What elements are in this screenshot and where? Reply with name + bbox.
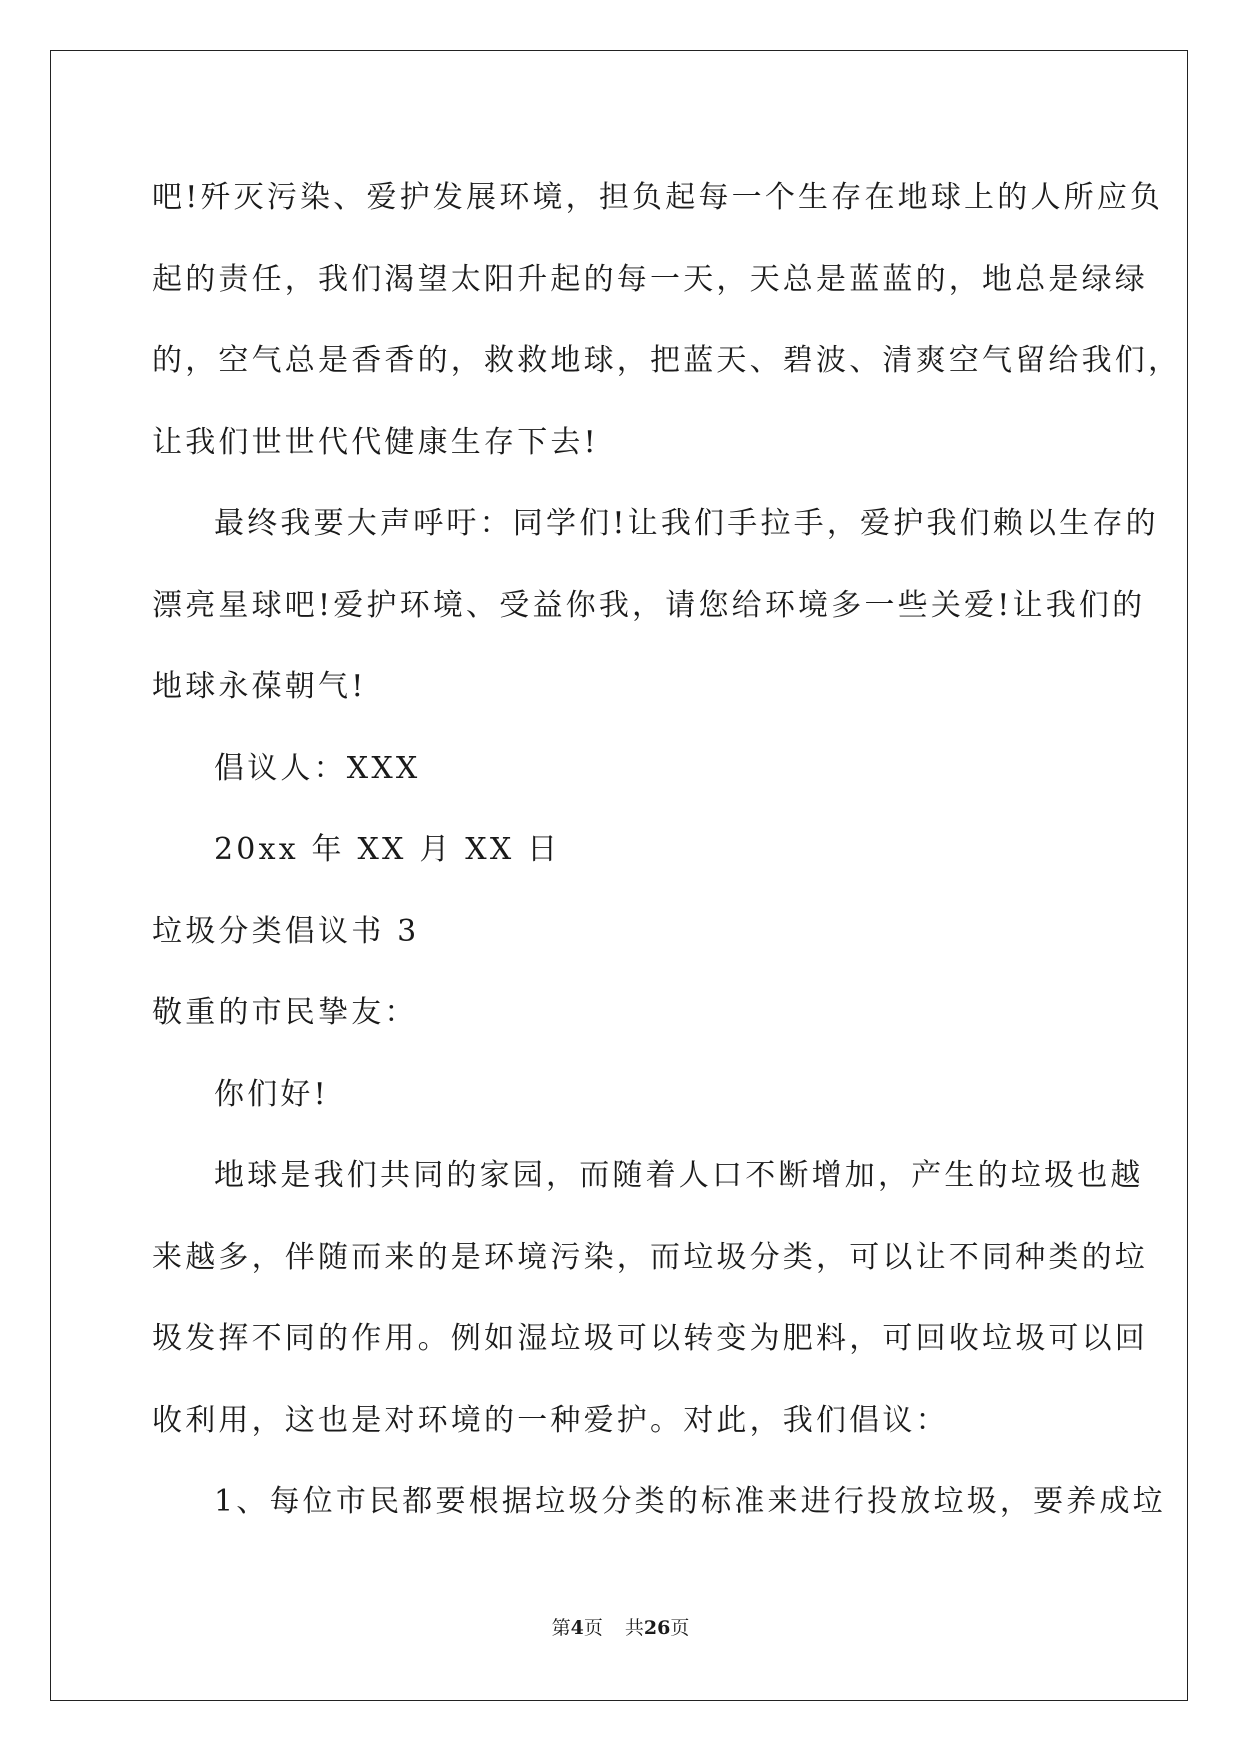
text-line-6: 漂亮星球吧!爱护环境、受益你我，请您给环境多一些关爱!让我们的 [152, 587, 1146, 623]
text-line-14: 来越多，伴随而来的是环境污染，而垃圾分类，可以让不同种类的垃 [152, 1239, 1148, 1275]
page-footer [0, 1616, 1241, 1640]
text-line-4: 让我们世世代代健康生存下去! [152, 424, 599, 460]
text-line-16: 收利用，这也是对环境的一种爱护。对此，我们倡议： [152, 1402, 949, 1438]
text-line-3: 的，空气总是香香的，救救地球，把蓝天、碧波、清爽空气留给我们， [152, 343, 1182, 378]
text-line-5: 最终我要大声呼吁：同学们!让我们手拉手，爱护我们赖以生存的 [214, 506, 1159, 541]
text-line-1: 吧!歼灭污染、爱护发展环境，担负起每一个生存在地球上的人所应负 [152, 180, 1164, 215]
text-line-7: 地球永葆朝气! [152, 669, 367, 704]
total-suffix: 页 [670, 1617, 690, 1639]
text-line-15: 圾发挥不同的作用。例如湿垃圾可以转变为肥料，可回收垃圾可以回 [152, 1321, 1148, 1356]
text-line-2: 起的责任，我们渴望太阳升起的每一天，天总是蓝蓝的，地总是绿绿 [152, 261, 1148, 297]
total-prefix: 共 [624, 1617, 644, 1639]
greeting: 你们好! [214, 1076, 329, 1112]
page-number: 4 [570, 1617, 584, 1639]
text-line-13: 地球是我们共同的家园，而随着人口不断增加，产生的垃圾也越 [214, 1158, 1144, 1193]
salutation: 敬重的市民挚友： [152, 995, 418, 1030]
section-title: 垃圾分类倡议书 3 [152, 913, 420, 949]
text-line-17: 1、每位市民都要根据垃圾分类的标准来进行投放垃圾，要养成垃 [214, 1484, 1166, 1519]
proposer-line: 倡议人：XXX [214, 750, 421, 786]
page-suffix: 页 [583, 1617, 603, 1639]
total-pages: 26 [643, 1617, 671, 1639]
date-line: 20xx 年 XX 月 XX 日 [214, 832, 561, 867]
document-body [152, 157, 1182, 1543]
page-prefix: 第 [551, 1617, 571, 1639]
